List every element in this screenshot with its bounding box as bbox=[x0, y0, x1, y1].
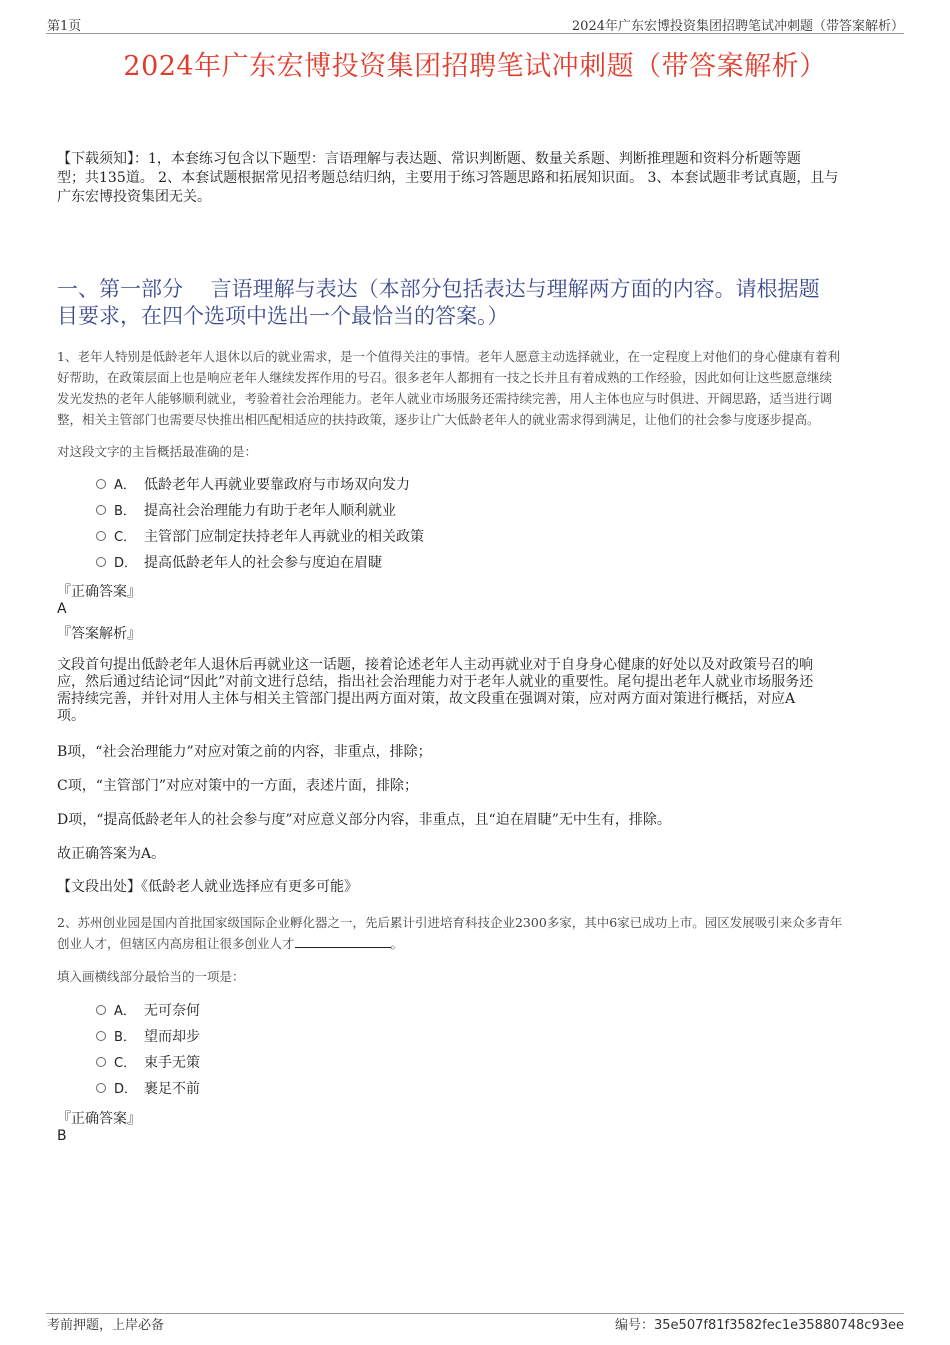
radio-icon[interactable] bbox=[96, 505, 106, 515]
question-1-prompt: 对这段文字的主旨概括最准确的是： bbox=[57, 444, 258, 459]
question-line: 1、老年人特别是低龄老年人退休以后的就业需求，是一个值得关注的事情。老年人愿意主动选择就业，在一定程度上对他们的身心健康有着利 bbox=[57, 349, 840, 364]
q1-answer: A bbox=[57, 601, 67, 617]
q1-analysis bbox=[57, 657, 887, 725]
q1-analysis-label: 『答案解析』 bbox=[57, 626, 141, 642]
q2-option-b[interactable]: B． 望而却步 bbox=[96, 1027, 200, 1047]
fill-blank bbox=[295, 935, 391, 948]
q1-analysis-b: B项，“社会治理能力”对应对策之前的内容，非重点，排除； bbox=[57, 744, 432, 760]
q1-analysis-c: C项，“主管部门”对应对策中的一方面，表述片面，排除； bbox=[57, 778, 419, 794]
q2-option-d[interactable]: D． 裹足不前 bbox=[96, 1079, 200, 1099]
question-2-prompt: 填入画横线部分最恰当的一项是： bbox=[57, 969, 245, 984]
question-1-text bbox=[57, 346, 895, 430]
radio-icon[interactable] bbox=[96, 1031, 106, 1041]
notice-line: 广东宏博投资集团无关。 bbox=[57, 189, 211, 205]
footer-slogan: 考前押题，上岸必备 bbox=[47, 1318, 165, 1333]
q1-conclusion: 故正确答案为A。 bbox=[57, 846, 166, 862]
q1-option-c[interactable]: C． 主管部门应制定扶持老年人再就业的相关政策 bbox=[96, 527, 424, 547]
header-doc-title: 2024年广东宏博投资集团招聘笔试冲刺题（带答案解析） bbox=[571, 19, 904, 34]
section-heading-line: 一、第一部分 言语理解与表达（本部分包括表达与理解两方面的内容。请根据题 bbox=[57, 277, 820, 301]
question-line: 好帮助，在政策层面上也是响应老年人继续发挥作用的号召。很多老年人都拥有一技之长并且有着成熟的工作经验，因此如何让这些愿意继续 bbox=[57, 370, 833, 385]
q2-option-c[interactable]: C． 束手无策 bbox=[96, 1053, 200, 1073]
notice-line: 型；共135道。 2、本套试题根据常见招考题总结归纳，主要用于练习答题思路和拓展知识面。 3、本套试题非考试真题，且与 bbox=[57, 170, 839, 186]
analysis-line: 需持续完善，并针对用人主体与相关主管部门提出两方面对策，故文段重在强调对策，应对两方面对策进行概括，对应A bbox=[57, 691, 796, 707]
page-title: 2024年广东宏博投资集团招聘笔试冲刺题（带答案解析） bbox=[123, 51, 827, 82]
analysis-line: 应，然后通过结论词“因此”对前文进行总结，指出社会治理能力对于老年人就业的重要性。尾句提出老年人就业市场服务还 bbox=[57, 674, 814, 690]
page-number: 第1页 bbox=[47, 19, 82, 34]
q1-option-b[interactable]: B． 提高社会治理能力有助于老年人顺利就业 bbox=[96, 501, 396, 521]
analysis-line: 项。 bbox=[57, 708, 85, 724]
document-id: 35e507f81f3582fec1e35880748c93ee bbox=[654, 1318, 904, 1333]
q2-answer: B bbox=[57, 1128, 67, 1144]
download-notice bbox=[57, 150, 897, 207]
analysis-line: 文段首句提出低龄老年人退休后再就业这一话题，接着论述老年人主动再就业对于自身身心健康的好处以及对政策号召的响 bbox=[57, 657, 813, 673]
radio-icon[interactable] bbox=[96, 557, 106, 567]
radio-icon[interactable] bbox=[96, 1005, 106, 1015]
q1-answer-label: 『正确答案』 bbox=[57, 584, 141, 600]
question-line: 创业人才，但辖区内高房租让很多创业人才 。 bbox=[57, 936, 404, 951]
q2-option-a[interactable]: A． 无可奈何 bbox=[96, 1001, 200, 1021]
q2-answer-label: 『正确答案』 bbox=[57, 1111, 141, 1127]
q1-analysis-d: D项，“提高低龄老年人的社会参与度”对应意义部分内容，非重点，且“迫在眉睫”无中生有，排除。 bbox=[57, 812, 671, 828]
question-line: 2、苏州创业园是国内首批国家级国际企业孵化器之一，先后累计引进培育科技企业2300多家，其中6家已成功上市。园区发展吸引来众多青年 bbox=[57, 915, 843, 930]
question-line: 整，相关主管部门也需要尽快推出相匹配相适应的扶持政策，逐步让广大低龄老年人的就业需求得到满足，让他们的社会参与度逐步提高。 bbox=[57, 412, 820, 427]
radio-icon[interactable] bbox=[96, 531, 106, 541]
footer-code: 编号：35e507f81f3582fec1e35880748c93ee bbox=[615, 1318, 904, 1333]
radio-icon[interactable] bbox=[96, 479, 106, 489]
q1-option-d[interactable]: D． 提高低龄老年人的社会参与度迫在眉睫 bbox=[96, 553, 382, 573]
header-divider bbox=[46, 33, 904, 34]
notice-line: 【下载须知】：1，本套练习包含以下题型：言语理解与表达题、常识判断题、数量关系题、判断推理题和资料分析题等题 bbox=[57, 151, 801, 167]
section-heading bbox=[57, 276, 895, 330]
radio-icon[interactable] bbox=[96, 1083, 106, 1093]
radio-icon[interactable] bbox=[96, 1057, 106, 1067]
question-line: 发光发热的老年人能够顺利就业，考验着社会治理能力。老年人就业市场服务还需持续完善，用人主体也应与时俱进、开阔思路，适当进行调 bbox=[57, 391, 833, 406]
section-heading-line: 目要求，在四个选项中选出一个最恰当的答案。） bbox=[57, 304, 509, 328]
q1-option-a[interactable]: A． 低龄老年人再就业要靠政府与市场双向发力 bbox=[96, 475, 410, 495]
q1-source: 【文段出处】《低龄老人就业选择应有更多可能》 bbox=[57, 879, 358, 895]
question-2-text bbox=[57, 912, 895, 954]
